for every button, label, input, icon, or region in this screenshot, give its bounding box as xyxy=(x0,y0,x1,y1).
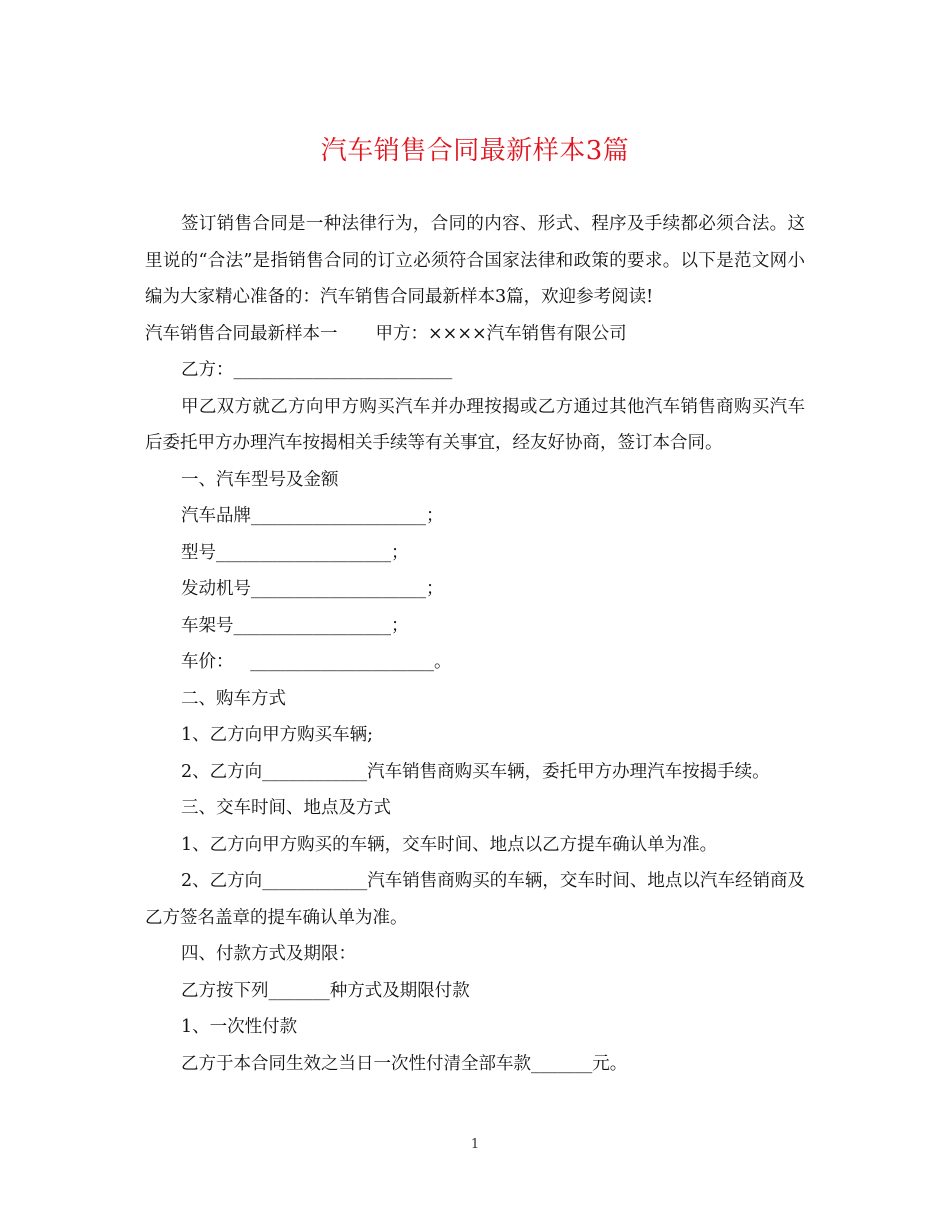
field-car-brand: 汽车品牌____________________； xyxy=(181,506,444,526)
section-1-heading: 一、汽车型号及金额 xyxy=(181,469,339,490)
section-2-item-1: 1、乙方向甲方购买车辆; xyxy=(181,725,374,745)
section-3-item-2: 2、乙方向____________汽车销售商购买的车辆，交车时间、地点以汽车经销商及乙方签名盖章的提车确认单为准。 xyxy=(145,871,805,928)
party-a: 甲方：××××汽车销售有限公司 xyxy=(375,323,627,344)
section-4-line-2: 乙方于本合同生效之当日一次性付清全部车款_______元。 xyxy=(181,1053,628,1074)
section-4-line-1: 乙方按下列_______种方式及期限付款 xyxy=(181,980,470,1001)
section-4-heading: 四、付款方式及期限： xyxy=(181,944,356,964)
sample-heading-line xyxy=(145,316,805,353)
party-b: 乙方：_________________________ xyxy=(181,360,453,380)
field-model: 型号____________________； xyxy=(181,542,409,563)
field-engine-number: 发动机号____________________； xyxy=(181,579,444,599)
section-4-item-1: 1、一次性付款 xyxy=(181,1017,298,1037)
document-title: 汽车销售合同最新样本3篇 xyxy=(320,136,630,166)
page-number: 1 xyxy=(470,1137,480,1152)
section-3-heading: 三、交车时间、地点及方式 xyxy=(181,798,391,818)
intro-paragraph: 签订销售合同是一种法律行为，合同的内容、形式、程序及手续都必须合法。这里说的“合法”是指销售合同的订立必须符合国家法律和政策的要求。以下是范文网小编为大家精心准备的：汽车销售合同最新样本3篇，欢迎参考阅读! xyxy=(145,214,805,307)
field-frame-number: 车架号__________________； xyxy=(181,615,409,636)
sample-heading: 汽车销售合同最新样本一 xyxy=(145,323,338,344)
section-2-item-2: 2、乙方向____________汽车销售商购买车辆，委托甲方办理汽车按揭手续。 xyxy=(181,761,770,782)
document-body xyxy=(145,206,805,1082)
field-price: 车价： _____________________。 xyxy=(181,652,452,672)
preamble-paragraph: 甲乙双方就乙方向甲方购买汽车并办理按揭或乙方通过其他汽车销售商购买汽车后委托甲方办理汽车按揭相关手续等有关事宜，经友好协商，签订本合同。 xyxy=(145,396,805,453)
section-3-item-1: 1、乙方向甲方购买的车辆，交车时间、地点以乙方提车确认单为准。 xyxy=(181,834,718,855)
section-2-heading: 二、购车方式 xyxy=(181,688,286,709)
